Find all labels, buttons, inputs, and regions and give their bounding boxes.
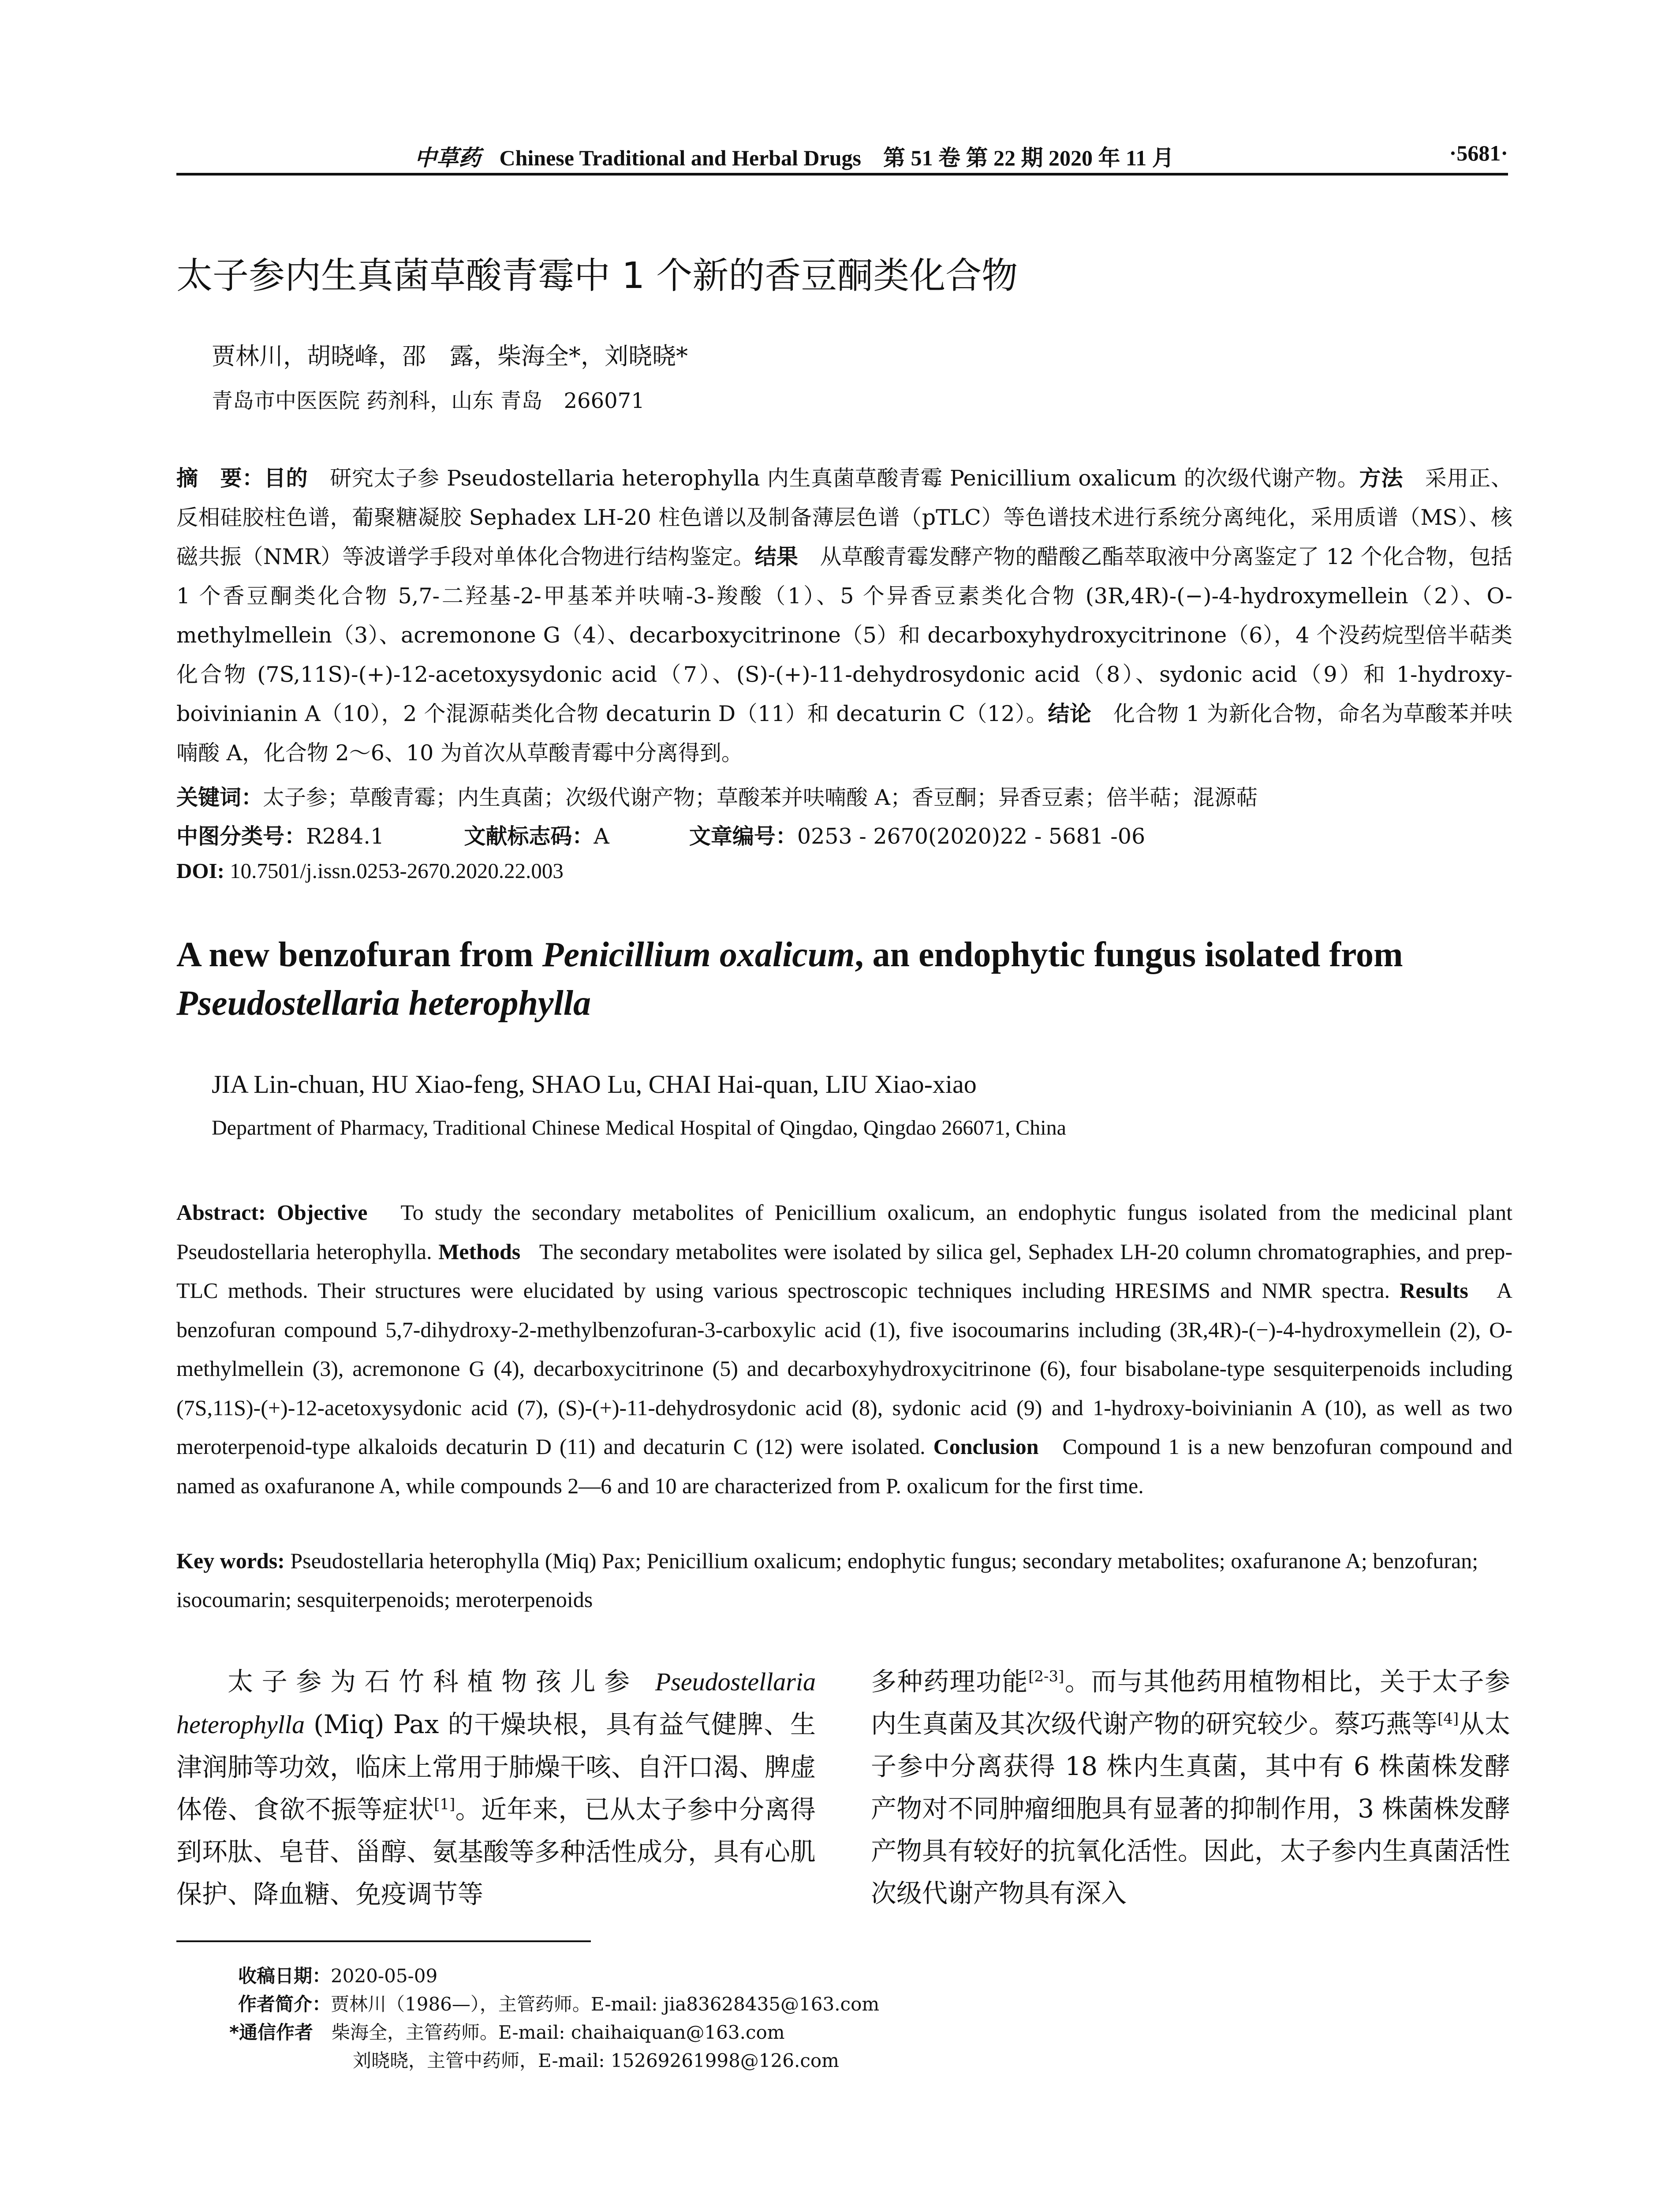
journal-header [414, 140, 1174, 172]
cn-title: 太子参内生真菌草酸青霉中 1 个新的香豆酮类化合物 [176, 255, 1018, 297]
cn-results-label: 结果 [754, 544, 799, 569]
cn-methods-label: 方法 [1359, 466, 1404, 491]
citation-ref[interactable]: [1] [434, 1795, 455, 1813]
journal-logo: 中草药 [414, 146, 481, 170]
en-title-species1: Penicillium oxalicum [542, 935, 855, 974]
footnote-corresponding [229, 2018, 785, 2044]
body-column-right [871, 1660, 1510, 1914]
article-no-label: 文章编号： [689, 824, 797, 849]
en-abstract-label: Abstract: Objective [176, 1200, 368, 1225]
article-no-value: 0253 - 2670(2020)22 - 5681 -06 [797, 824, 1146, 849]
body-right-text-c: 从太子参中分离获得 18 株内生真菌，其中有 6 株菌株发酵产物对不同肿瘤细胞具有显著的抑制作用，3 株菌株发酵产物具有较好的抗氧化活性。因此，太子参内生真菌活性次级代谢产物具有深入 [871, 1709, 1511, 1908]
citation-ref[interactable]: [4] [1437, 1710, 1459, 1728]
en-affiliation: Department of Pharmacy, Traditional Chinese Medical Hospital of Qingdao, Qingdao 266071, China [212, 1116, 1066, 1140]
header-rule [176, 173, 1508, 176]
corresponding-value-2: 刘晓晓，主管中药师，E-mail: 15269261998@126.com [353, 2050, 839, 2071]
en-conclusion-label: Conclusion [933, 1434, 1039, 1459]
doi-label: DOI: [176, 859, 224, 883]
cn-abstract-label: 摘 要： [176, 466, 264, 491]
clc-value: R284.1 [306, 824, 385, 849]
cn-objective-text: 研究太子参 Pseudostellaria heterophylla 内生真菌草酸青霉 Penicillium oxalicum 的次级代谢产物。 [330, 466, 1359, 491]
body-right-text-a: 多种药理功能 [871, 1667, 1029, 1697]
received-label: 收稿日期： [238, 1965, 331, 1987]
en-keywords [176, 1541, 1512, 1619]
en-title-part2: , an endophytic fungus isolated from [855, 935, 1403, 974]
en-title-species2: Pseudostellaria heterophylla [176, 984, 591, 1023]
cn-classification [176, 819, 1145, 850]
en-abstract [176, 1193, 1512, 1505]
citation-ref[interactable]: [2-3] [1028, 1667, 1064, 1686]
cn-keywords-text: 太子参；草酸青霉；内生真菌；次级代谢产物；草酸苯并呋喃酸 A；香豆酮；异香豆素；倍半萜；混源萜 [263, 785, 1258, 810]
cn-authors: 贾林川，胡晓峰，邵 露，柴海全*，刘晓晓* [212, 342, 688, 370]
en-results-text: A benzofuran compound 5,7-dihydroxy-2-methylbenzofuran-3-carboxylic acid (1), five isocoumarins including (3R,4R)-(−)-4-hydroxymellein (2), O-methylmellein (3), acremonone G (4), decarboxycitrinone (5) and decarboxyhydroxycitrinone (6), four bisabolane-type sesquiterpenoids including (7S,11S)-(+)-12-acetoxysydonic acid (7), (S)-(+)-11-dehydrosydonic acid (8), sydonic acid (9) and 1-hydroxy-boivinianin A (10), as well as two meroterpenoid-type alkaloids decaturin D (11) and decaturin C (12) were isolated. [176, 1278, 1513, 1459]
doc-code-value: A [594, 824, 609, 849]
body-left-text-b: (Miq) Pax 的干燥块根，具有益气健脾、生津润肺等功效，临床上常用于肺燥干咳、自汗口渴、脾虚体倦、食欲不振等症状 [176, 1709, 816, 1824]
footnote-corresponding-2 [353, 2046, 839, 2073]
cn-methods-text: 采用正、反相硅胶柱色谱，葡聚糖凝胶 Sephadex LH-20 柱色谱以及制备薄层色谱（pTLC）等色谱技术进行系统分离纯化，采用质谱（MS）、核磁共振（NMR）等波谱学手段对单体化合物进行结构鉴定。 [176, 466, 1512, 569]
body-column-left [176, 1660, 816, 1915]
cn-affiliation: 青岛市中医医院 药剂科，山东 青岛 266071 [212, 389, 645, 413]
body-left-text-a: 太子参为石竹科植物孩儿参 [228, 1667, 655, 1697]
cn-conclusion-text: 化合物 1 为新化合物，命名为草酸苯并呋喃酸 A，化合物 2～6、10 为首次从草酸青霉中分离得到。 [176, 701, 1512, 766]
cn-results-text: 从草酸青霉发酵产物的醋酸乙酯萃取液中分离鉴定了 12 个化合物，包括 1 个香豆酮类化合物 5,7-二羟基-2-甲基苯并呋喃-3-羧酸（1）、5 个异香豆素类化合物 (3R,4R)-(−)-4-hydroxymellein（2）、O-methylmellein（3）、acremonone G（4）、decarboxycitrinone（5）和 decarboxyhydroxycitrinone（6），4 个没药烷型倍半萜类化合物 (7S,11S)-(+)-12-acetoxysydonic acid（7）、(S)-(+)-11-dehydrosydonic acid（8）、sydonic acid（9）和 1-hydroxy-boivinianin A（10），2 个混源萜类化合物 decaturin D（11）和 decaturin C（12）。 [176, 544, 1512, 726]
footnote-author [238, 1990, 879, 2016]
corresponding-label: *通信作者 [229, 2022, 313, 2043]
en-methods-label: Methods [438, 1239, 521, 1264]
page-number: ·5681· [1449, 141, 1508, 165]
body-left-text-c: 。近年来，已从太子参中分离得到环肽、皂苷、甾醇、氨基酸等多种活性成分，具有心肌保护、降血糖、免疫调节等 [176, 1794, 816, 1909]
cn-conclusion-label: 结论 [1048, 701, 1092, 726]
en-authors: JIA Lin-chuan, HU Xiao-feng, SHAO Lu, CHAI Hai-quan, LIU Xiao-xiao [212, 1070, 977, 1099]
author-bio-label: 作者简介： [238, 1993, 331, 2015]
running-header [176, 140, 1508, 176]
en-objective-text: To study the secondary metabolites of Penicillium oxalicum, an endophytic fungus isolated from the medicinal plant Pseudostellaria heterophylla. [176, 1200, 1512, 1264]
cn-abstract [176, 459, 1512, 773]
en-results-label: Results [1400, 1278, 1468, 1303]
en-title-part1: A new benzofuran from [176, 935, 542, 974]
body-left-species: Pseudostellaria heterophylla [176, 1667, 816, 1739]
doi-value[interactable]: 10.7501/j.issn.0253-2670.2020.22.003 [230, 859, 564, 883]
cn-keywords [176, 781, 1258, 811]
clc-label: 中图分类号： [176, 824, 306, 849]
doc-code-label: 文献标志码： [464, 824, 594, 849]
footnote-received [238, 1962, 437, 1988]
corresponding-value-1: 柴海全，主管药师。E-mail: chaihaiquan@163.com [331, 2022, 785, 2043]
en-conclusion-text: Compound 1 is a new benzofuran compound and named as oxafuranone A, while compounds 2—6 and 10 are characterized from P. oxalicum for the first time. [176, 1434, 1513, 1498]
en-title [176, 931, 1508, 1028]
en-keywords-text: Pseudostellaria heterophylla (Miq) Pax; Penicillium oxalicum; endophytic fungus; secondary metabolites; oxafuranone A; benzofuran; isocoumarin; sesquiterpenoids; meroterpenoids [176, 1548, 1478, 1612]
footnote-rule [176, 1940, 591, 1942]
en-keywords-label: Key words: [176, 1548, 285, 1573]
doi [176, 858, 564, 883]
author-bio-value: 贾林川（1986—），主管药师。E-mail: jia83628435@163.com [331, 1993, 880, 2015]
cn-keywords-label: 关键词： [176, 785, 263, 810]
body-right-text-b: 。而与其他药用植物相比，关于太子参内生真菌及其次级代谢产物的研究较少。蔡巧燕等 [871, 1667, 1510, 1739]
en-methods-text: The secondary metabolites were isolated by silica gel, Sephadex LH-20 column chromatographies, and prep-TLC methods. Their structures were elucidated by using various spectroscopic techniques including HRESIMS and NMR spectra. [176, 1239, 1512, 1303]
journal-info: Chinese Traditional and Herbal Drugs 第 51 卷 第 22 期 2020 年 11 月 [499, 146, 1174, 170]
received-value: 2020-05-09 [331, 1965, 438, 1987]
cn-objective-label: 目的 [264, 466, 308, 491]
